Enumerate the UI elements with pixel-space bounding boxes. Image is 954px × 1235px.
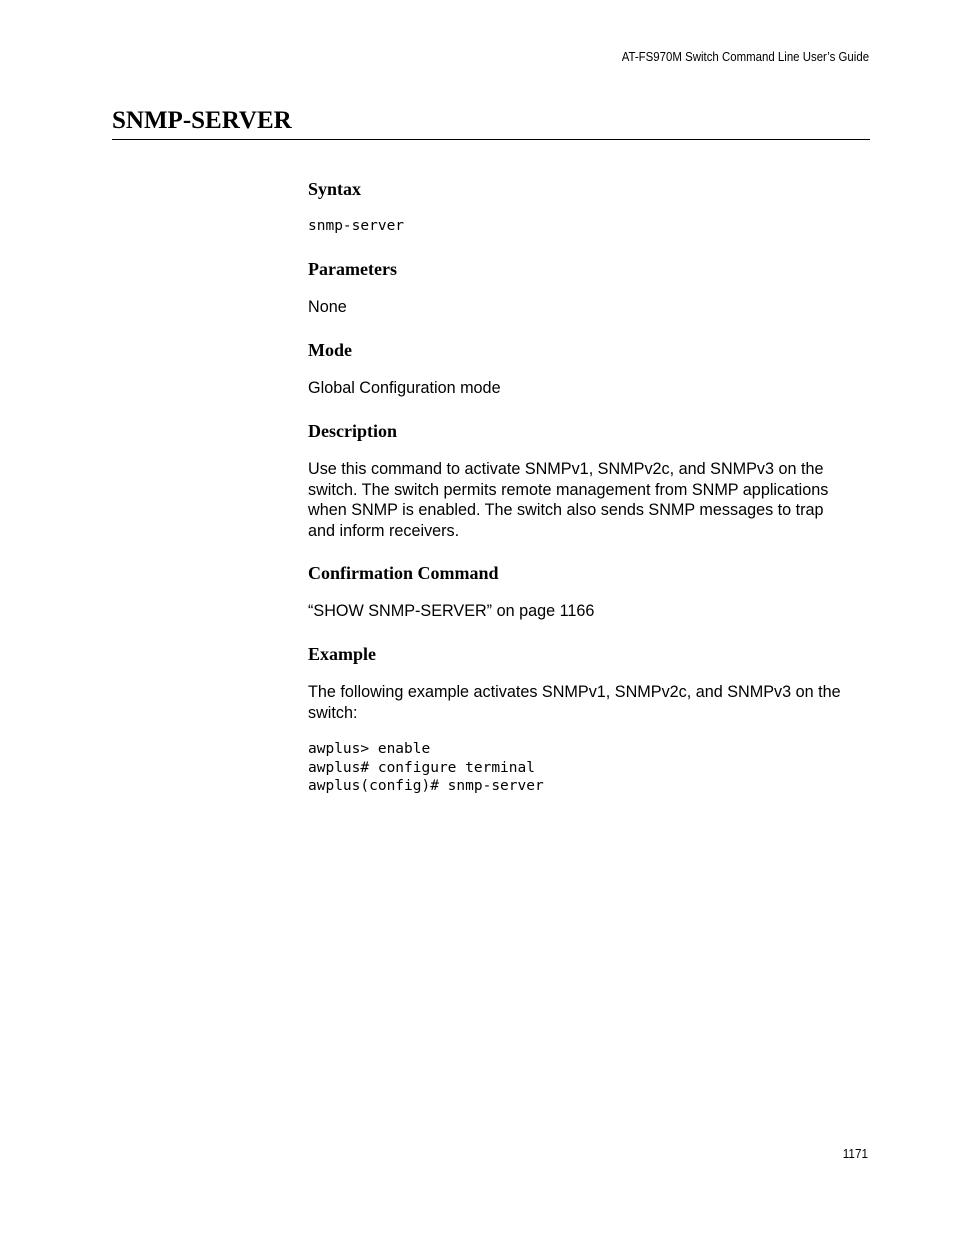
parameters-heading: Parameters [308,259,397,279]
title-rule [112,139,870,140]
description-line: when SNMP is enabled. The switch also sends SNMP messages to trap [308,501,824,519]
mode-heading: Mode [308,340,352,360]
description-line: switch. The switch permits remote management from SNMP applications [308,480,829,499]
description-heading: Description [308,421,397,441]
confirmation-heading: Confirmation Command [308,563,499,583]
example-code-line: awplus# configure terminal [308,759,535,776]
mode-text: Global Configuration mode [308,379,501,397]
page-title: SNMP-SERVER [112,107,292,134]
example-code-line: awplus> enable [308,741,431,757]
page-number: 1171 [842,1146,868,1161]
example-line: switch: [308,703,358,722]
example-heading: Example [308,644,377,664]
running-header: AT-FS970M Switch Command Line User’s Guide [621,49,869,64]
description-line: Use this command to activate SNMPv1, SNMPv2c, and SNMPv3 on the [308,460,824,478]
example-code-line: awplus(config)# snmp-server [308,778,544,795]
parameters-text: None [308,298,347,316]
example-line: The following example activates SNMPv1, SNMPv2c, and SNMPv3 on the [308,683,841,701]
syntax-code: snmp-server [308,218,405,234]
confirmation-link[interactable]: “SHOW SNMP-SERVER” on page 1166 [308,602,595,620]
description-line: and inform receivers. [308,521,460,540]
syntax-heading: Syntax [308,179,362,199]
